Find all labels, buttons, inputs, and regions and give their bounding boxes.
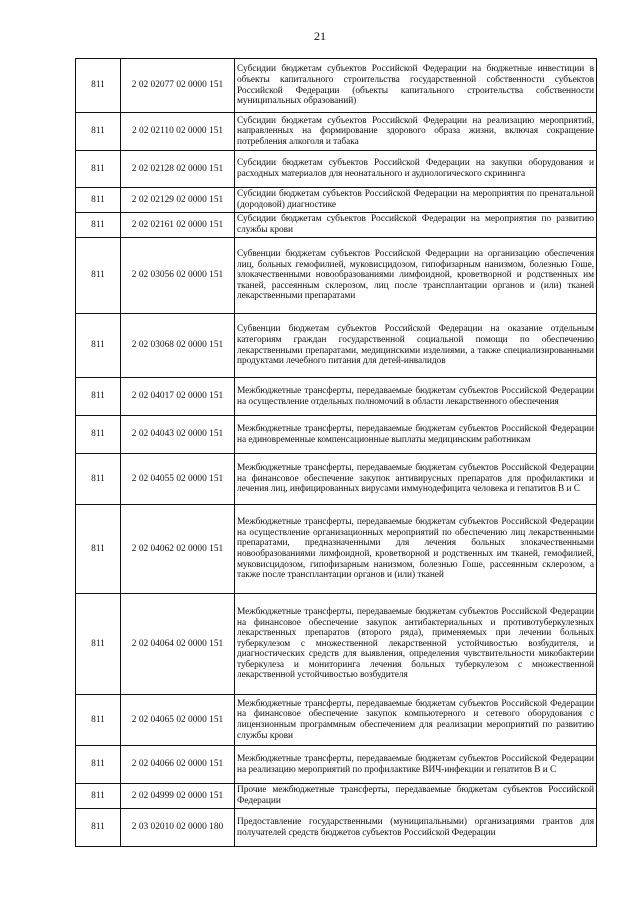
budget-code-cell: 2 02 04065 02 0000 151 [121, 695, 235, 746]
table-row [76, 746, 597, 784]
admin-code-cell: 811 [76, 416, 121, 454]
admin-code-cell: 811 [76, 188, 121, 213]
budget-code-cell: 2 02 04066 02 0000 151 [121, 746, 235, 784]
table-row [76, 695, 597, 746]
admin-code-cell: 811 [76, 314, 121, 378]
table-row [76, 314, 597, 378]
budget-code-cell: 2 02 02129 02 0000 151 [121, 188, 235, 213]
admin-code-cell: 811 [76, 746, 121, 784]
table-row [76, 188, 597, 213]
table-row [76, 784, 597, 809]
table-row [76, 113, 597, 151]
budget-code-cell: 2 02 03068 02 0000 151 [121, 314, 235, 378]
description-cell: Межбюджетные трансферты, передаваемые бюджетам субъектов Российской Федерации на финансовое обеспечение закупок антибактериальных и противотуберкулезных лекарственных препаратов (второго ряда), применяемых при лечении больных туберкулезом с множественной лекарственной устойчивостью возбудителя, и диагностических средств для выявления, определения чувствительности микобактерии туберкулеза и мониторинга лечения больных туберкулезом с множественной лекарственной устойчивостью возбудителя [235, 594, 597, 695]
description-cell: Субсидии бюджетам субъектов Российской Федерации на бюджетные инвестиции в объекты капитального строительства государственной собственности субъектов Российской Федерации (объекты капитального строительства собственности муниципальных образований) [235, 59, 597, 113]
table-row [76, 238, 597, 314]
budget-code-cell: 2 02 04055 02 0000 151 [121, 454, 235, 505]
table-row [76, 151, 597, 188]
table-row [76, 416, 597, 454]
description-cell: Межбюджетные трансферты, передаваемые бюджетам субъектов Российской Федерации на осуществление отдельных полномочий в области лекарственного обеспечения [235, 378, 597, 416]
description-cell: Субсидии бюджетам субъектов Российской Федерации на реализацию мероприятий, направленных на формирование здорового образа жизни, включая сокращение потребления алкоголя и табака [235, 113, 597, 151]
budget-code-cell: 2 02 03056 02 0000 151 [121, 238, 235, 314]
admin-code-cell: 811 [76, 454, 121, 505]
description-cell: Межбюджетные трансферты, передаваемые бюджетам субъектов Российской Федерации на реализацию мероприятий по профилактике ВИЧ-инфекции и гепатитов В и С [235, 746, 597, 784]
admin-code-cell: 811 [76, 151, 121, 188]
admin-code-cell: 811 [76, 59, 121, 113]
admin-code-cell: 811 [76, 594, 121, 695]
budget-code-cell: 2 02 02161 02 0000 151 [121, 213, 235, 238]
table-row [76, 505, 597, 594]
admin-code-cell: 811 [76, 695, 121, 746]
budget-code-cell: 2 02 02110 02 0000 151 [121, 113, 235, 151]
admin-code-cell: 811 [76, 505, 121, 594]
table-row [76, 454, 597, 505]
table-row [76, 378, 597, 416]
budget-code-cell: 2 02 04017 02 0000 151 [121, 378, 235, 416]
budget-code-cell: 2 02 04062 02 0000 151 [121, 505, 235, 594]
description-cell: Субвенции бюджетам субъектов Российской Федерации на организацию обеспечения лиц, больных гемофилией, муковисцидозом, гипофизарным нанизмом, болезнью Гоше, злокачественными новообразованиями лимфоидной, кроветворной и родственных им тканей, рассеянным склерозом, лиц после трансплантации органов и (или) тканей лекарственными препаратами [235, 238, 597, 314]
description-cell: Межбюджетные трансферты, передаваемые бюджетам субъектов Российской Федерации на финансовое обеспечение закупок компьютерного и сетевого оборудования с лицензионным программным обеспечением для реализации мероприятий по развитию службы крови [235, 695, 597, 746]
admin-code-cell: 811 [76, 213, 121, 238]
description-cell: Субсидии бюджетам субъектов Российской Федерации на мероприятия по развитию службы крови [235, 213, 597, 238]
description-cell: Субсидии бюджетам субъектов Российской Федерации на закупки оборудования и расходных материалов для неонатального и аудиологического скрининга [235, 151, 597, 188]
admin-code-cell: 811 [76, 113, 121, 151]
table-row [76, 809, 597, 847]
budget-code-cell: 2 02 02077 02 0000 151 [121, 59, 235, 113]
table-row [76, 59, 597, 113]
admin-code-cell: 811 [76, 238, 121, 314]
budget-code-cell: 2 02 04999 02 0000 151 [121, 784, 235, 809]
table-row [76, 213, 597, 238]
description-cell: Межбюджетные трансферты, передаваемые бюджетам субъектов Российской Федерации на финансовое обеспечение закупок антивирусных препаратов для профилактики и лечения лиц, инфицированных вирусами иммунодефицита человека и гепатитов В и С [235, 454, 597, 505]
admin-code-cell: 811 [76, 784, 121, 809]
description-cell: Субсидии бюджетам субъектов Российской Федерации на мероприятия по пренатальной (дородовой) диагностике [235, 188, 597, 213]
budget-code-cell: 2 02 02128 02 0000 151 [121, 151, 235, 188]
page-number: 21 [314, 29, 326, 43]
budget-code-cell: 2 02 04043 02 0000 151 [121, 416, 235, 454]
description-cell: Предоставление государственными (муниципальными) организациями грантов для получателей средств бюджетов субъектов Российской Федерации [235, 809, 597, 847]
description-cell: Субвенции бюджетам субъектов Российской Федерации на оказание отдельным категориям граждан государственной социальной помощи по обеспечению лекарственными препаратами, медицинскими изделиями, а также специализированными продуктами лечебного питания для детей-инвалидов [235, 314, 597, 378]
admin-code-cell: 811 [76, 809, 121, 847]
table-row [76, 594, 597, 695]
description-cell: Межбюджетные трансферты, передаваемые бюджетам субъектов Российской Федерации на осуществление организационных мероприятий по обеспечению лиц лекарственными препаратами, предназначенными для лечения больных злокачественными новообразованиями лимфоидной, кроветворной и родственных им тканей, гемофилией, муковисцидозом, гипофизарным нанизмом, болезнью Гоше, рассеянным склерозом, а также после трансплантации органов и (или) тканей [235, 505, 597, 594]
admin-code-cell: 811 [76, 378, 121, 416]
description-cell: Межбюджетные трансферты, передаваемые бюджетам субъектов Российской Федерации на единовременные компенсационные выплаты медицинским работникам [235, 416, 597, 454]
budget-classification-table [75, 58, 597, 847]
budget-code-cell: 2 03 02010 02 0000 180 [121, 809, 235, 847]
budget-code-cell: 2 02 04064 02 0000 151 [121, 594, 235, 695]
description-cell: Прочие межбюджетные трансферты, передаваемые бюджетам субъектов Российской Федерации [235, 784, 597, 809]
